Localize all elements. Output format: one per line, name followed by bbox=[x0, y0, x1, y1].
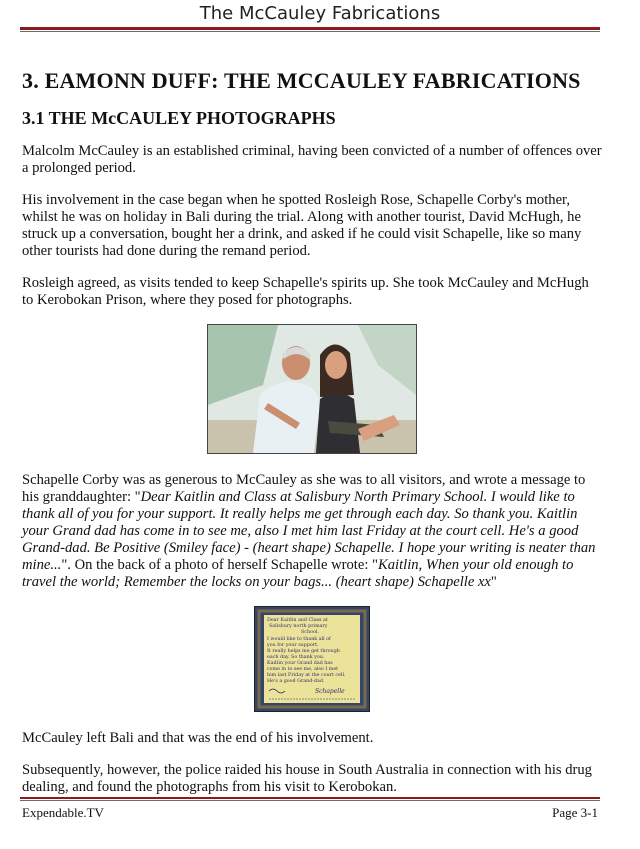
footer-rule-thin bbox=[20, 800, 600, 801]
paragraph-4 bbox=[22, 472, 602, 591]
note-line: each day. So thank you. bbox=[267, 655, 325, 660]
note-line: It really helps me get through bbox=[267, 649, 340, 654]
handwritten-note-drawing bbox=[255, 607, 369, 711]
paragraph-5: McCauley left Bali and that was the end of his involvement. bbox=[22, 730, 374, 746]
photo-back-quote: Kaitlin, When your old enough to travel the world; Remember the locks on your bags... (heart shape) Schapelle xx bbox=[22, 557, 574, 590]
section-title: 3. EAMONN DUFF: THE MCCAULEY FABRICATIONS bbox=[22, 68, 581, 93]
granddaughter-message-quote: Dear Kaitlin and Class at Salisbury North Primary School. I would like to thank all of you for your support. It really helps me get through each day. So thank you. Kaitlin your Grand dad has come in to see me, also I met him last Friday at the court cell. He's a good Grand-dad. Be Positive (Smiley face) - (heart shape) Schapelle. I hope your writing is neater than mine... bbox=[22, 489, 596, 573]
paragraph-6: Subsequently, however, the police raided his house in South Australia in connection with his drug dealing, and found the photographs from his visit to Kerobokan. bbox=[22, 762, 592, 795]
page-content bbox=[22, 68, 602, 811]
section-subtitle: 3.1 THE McCAULEY PHOTOGRAPHS bbox=[22, 108, 336, 128]
footer-rule bbox=[20, 797, 600, 799]
prison-visit-photo-drawing bbox=[208, 325, 416, 453]
paragraph-3: Rosleigh agreed, as visits tended to keep Schapelle's spirits up. She took McCauley and McHugh to Kerobokan Prison, where they posed for photographs. bbox=[22, 275, 589, 308]
note-line: you for your support. bbox=[267, 643, 319, 648]
note-signature: Schapelle bbox=[315, 688, 345, 695]
note-line: Dear Kaitlin and Class at bbox=[267, 618, 328, 623]
paragraph-1: Malcolm McCauley is an established criminal, having been convicted of a number of offences over a prolonged period. bbox=[22, 143, 602, 176]
note-line: Salisbury north primary bbox=[269, 624, 328, 629]
note-line: Kaitlin your Grand dad has bbox=[267, 661, 333, 666]
prison-visit-photo bbox=[207, 324, 417, 454]
note-line: I would like to thank all of bbox=[267, 637, 331, 642]
paragraph-2: His involvement in the case began when he spotted Rosleigh Rose, Schapelle Corby's mother, whilst he was on holiday in Bali during the trial. Along with another tourist, David McHugh, he struck up a conversation, bought her a drink, and asked if he could visit Schapelle, like so many other tourists had done during the remand period. bbox=[22, 192, 582, 259]
handwritten-note-photo bbox=[254, 606, 370, 712]
footer-page-number: Page 3-1 bbox=[552, 805, 598, 820]
paragraph-4-intro: Schapelle Corby was as generous to McCauley as she was to all visitors, and wrote a message to his granddaughter: " bbox=[22, 472, 586, 505]
note-line: He's a good Grand-dad. bbox=[267, 679, 325, 684]
header-rule-thin bbox=[20, 31, 600, 32]
paragraph-4-end: " bbox=[490, 574, 497, 590]
note-line: come in to see me, also I met bbox=[267, 667, 339, 672]
footer-site-name: Expendable.TV bbox=[22, 805, 104, 820]
note-line: School. bbox=[301, 630, 319, 635]
header-rule bbox=[20, 27, 600, 30]
paragraph-4-mid: ". On the back of a photo of herself Schapelle wrote: " bbox=[61, 557, 378, 573]
running-header-title: The McCauley Fabrications bbox=[199, 3, 441, 24]
note-line: him last Friday at the court cell. bbox=[267, 673, 346, 678]
